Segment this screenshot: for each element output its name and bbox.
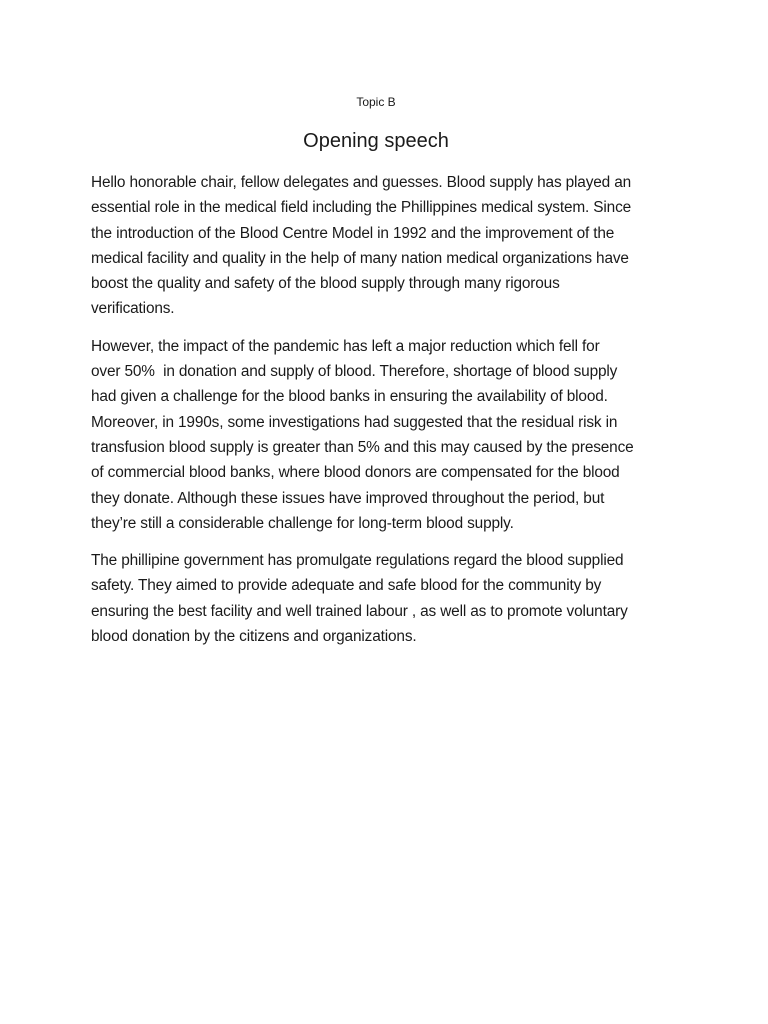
text-line: they’re still a considerable challenge for long-term blood supply.: [91, 514, 514, 532]
text-line: boost the quality and safety of the blood supply through many rigorous: [91, 275, 560, 293]
paragraph-1: [91, 170, 681, 322]
text-line: safety. They aimed to provide adequate and safe blood for the community by: [91, 577, 602, 595]
speech-body: [91, 170, 681, 661]
text-line: verifications.: [91, 300, 175, 318]
page-title: Opening speech: [303, 130, 449, 152]
paragraph-3: [91, 548, 681, 649]
text-line: Hello honorable chair, fellow delegates and guesses. Blood supply has played an: [91, 174, 632, 191]
text-line: medical facility and quality in the help of many nation medical organizations have: [91, 249, 629, 267]
text-line: had given a challenge for the blood banks in ensuring the availability of blood.: [91, 388, 608, 406]
text-line: over 50% in donation and supply of blood. Therefore, shortage of blood supply: [91, 363, 618, 381]
text-line: essential role in the medical field including the Phillippines medical system. Since: [91, 199, 632, 217]
text-line: of commercial blood banks, where blood donors are compensated for the blood: [91, 464, 620, 482]
text-line: However, the impact of the pandemic has left a major reduction which fell for: [91, 337, 600, 355]
text-line: they donate. Although these issues have improved throughout the period, but: [91, 489, 605, 507]
text-line: the introduction of the Blood Centre Model in 1992 and the improvement of the: [91, 224, 615, 242]
topic-label: Topic B: [356, 95, 396, 109]
text-line: blood donation by the citizens and organizations.: [91, 628, 417, 646]
paragraph-2: [91, 334, 681, 536]
text-line: ensuring the best facility and well trained labour , as well as to promote voluntary: [91, 602, 628, 620]
text-line: Moreover, in 1990s, some investigations had suggested that the residual risk in: [91, 413, 618, 431]
text-line: transfusion blood supply is greater than 5% and this may caused by the presence: [91, 438, 634, 456]
text-line: The phillipine government has promulgate regulations regard the blood supplied: [91, 552, 624, 570]
